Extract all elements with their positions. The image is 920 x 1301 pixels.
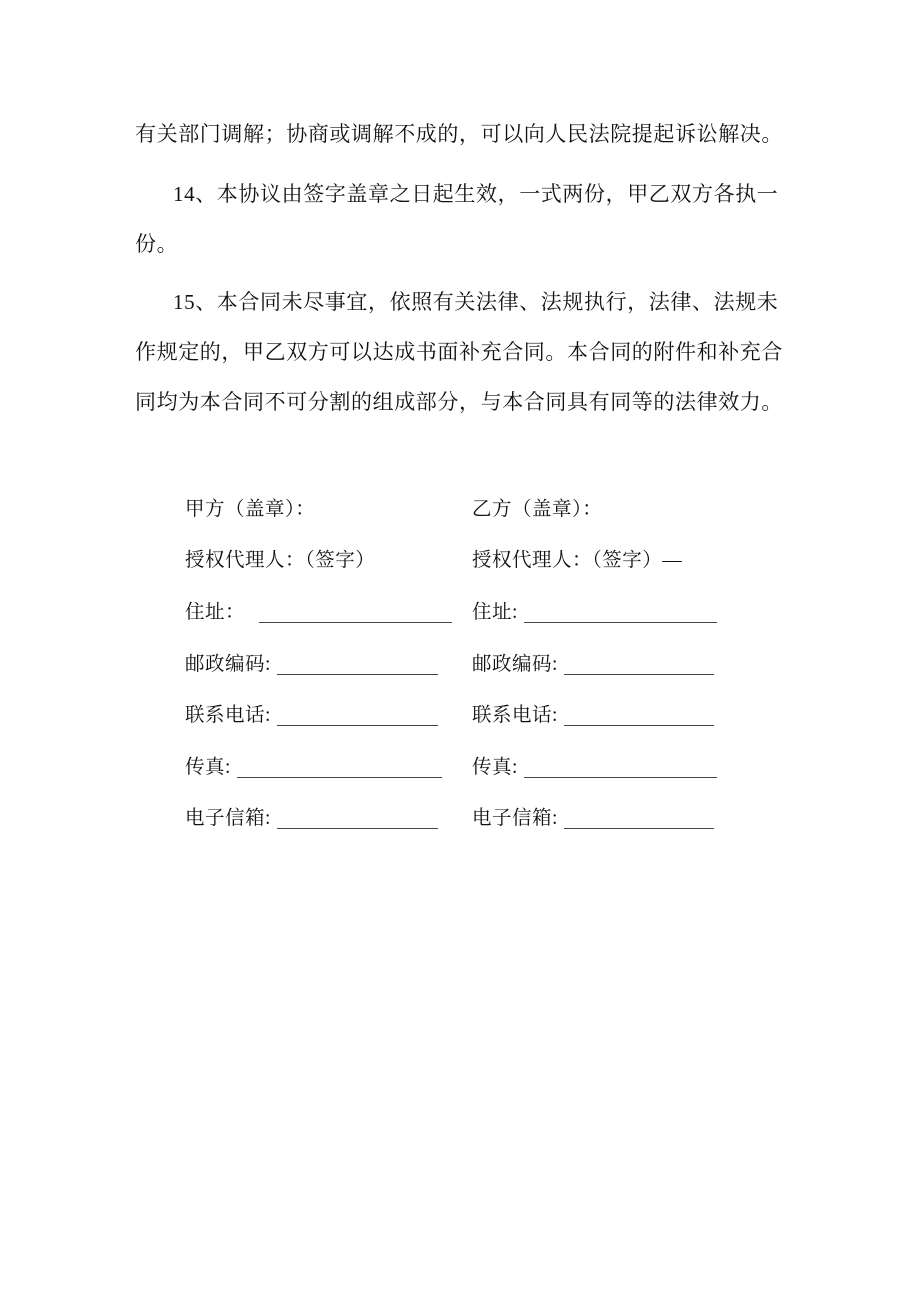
party-b-address-label: 住址: [472,602,518,623]
party-a-postcode [185,652,438,678]
party-b-agent-label: 授权代理人：（签字）— [472,550,683,571]
party-a-phone-label: 联系电话: [185,705,271,726]
party-b-agent [472,548,682,574]
party-a-fax [185,755,442,781]
party-b-seal-label: 乙方（盖章）： [472,499,603,520]
party-a-fax-field[interactable] [237,757,442,778]
party-a-address [185,600,452,626]
party-a-fax-label: 传真: [185,757,231,778]
party-a-address-label: 住址： [185,602,246,623]
party-a-postcode-label: 邮政编码: [185,654,271,675]
party-b-fax [472,755,717,781]
party-b-phone [472,703,714,729]
paragraph-13-tail: 有关部门调解；协商或调解不成的，可以向人民法院提起诉讼解决。 [135,122,783,146]
party-b-fax-field[interactable] [524,757,717,778]
party-a-seal [185,497,315,523]
party-a-email [185,806,438,832]
paragraph-14-line-2: 份。 [135,232,179,256]
party-b-seal [472,497,602,523]
party-b-email-label: 电子信箱: [472,808,558,829]
party-b-postcode-field[interactable] [564,654,714,675]
party-a-agent-label: 授权代理人：（签字） [185,550,376,571]
party-b-phone-field[interactable] [564,705,714,726]
party-a-phone [185,703,438,729]
party-b-address-field[interactable] [524,602,717,623]
party-a-phone-field[interactable] [277,705,438,726]
party-a-postcode-field[interactable] [277,654,438,675]
party-b-email-field[interactable] [564,808,714,829]
paragraph-15-line-2: 作规定的，甲乙双方可以达成书面补充合同。本合同的附件和补充合 [135,340,783,364]
party-a-email-field[interactable] [277,808,438,829]
party-a-email-label: 电子信箱: [185,808,271,829]
party-b-postcode-label: 邮政编码: [472,654,558,675]
party-a-address-field[interactable] [259,602,452,623]
party-b-phone-label: 联系电话: [472,705,558,726]
party-b-postcode [472,652,714,678]
paragraph-15-line-3: 同均为本合同不可分割的组成部分，与本合同具有同等的法律效力。 [135,390,783,414]
party-a-seal-label: 甲方（盖章）： [185,499,316,520]
paragraph-14-line-1: 14、本协议由签字盖章之日起生效，一式两份，甲乙双方各执一 [173,182,779,206]
paragraph-15-line-1: 15、本合同未尽事宜，依照有关法律、法规执行，法律、法规未 [173,290,779,314]
party-a-agent [185,548,375,574]
party-b-fax-label: 传真: [472,757,518,778]
party-b-email [472,806,714,832]
party-b-address [472,600,717,626]
